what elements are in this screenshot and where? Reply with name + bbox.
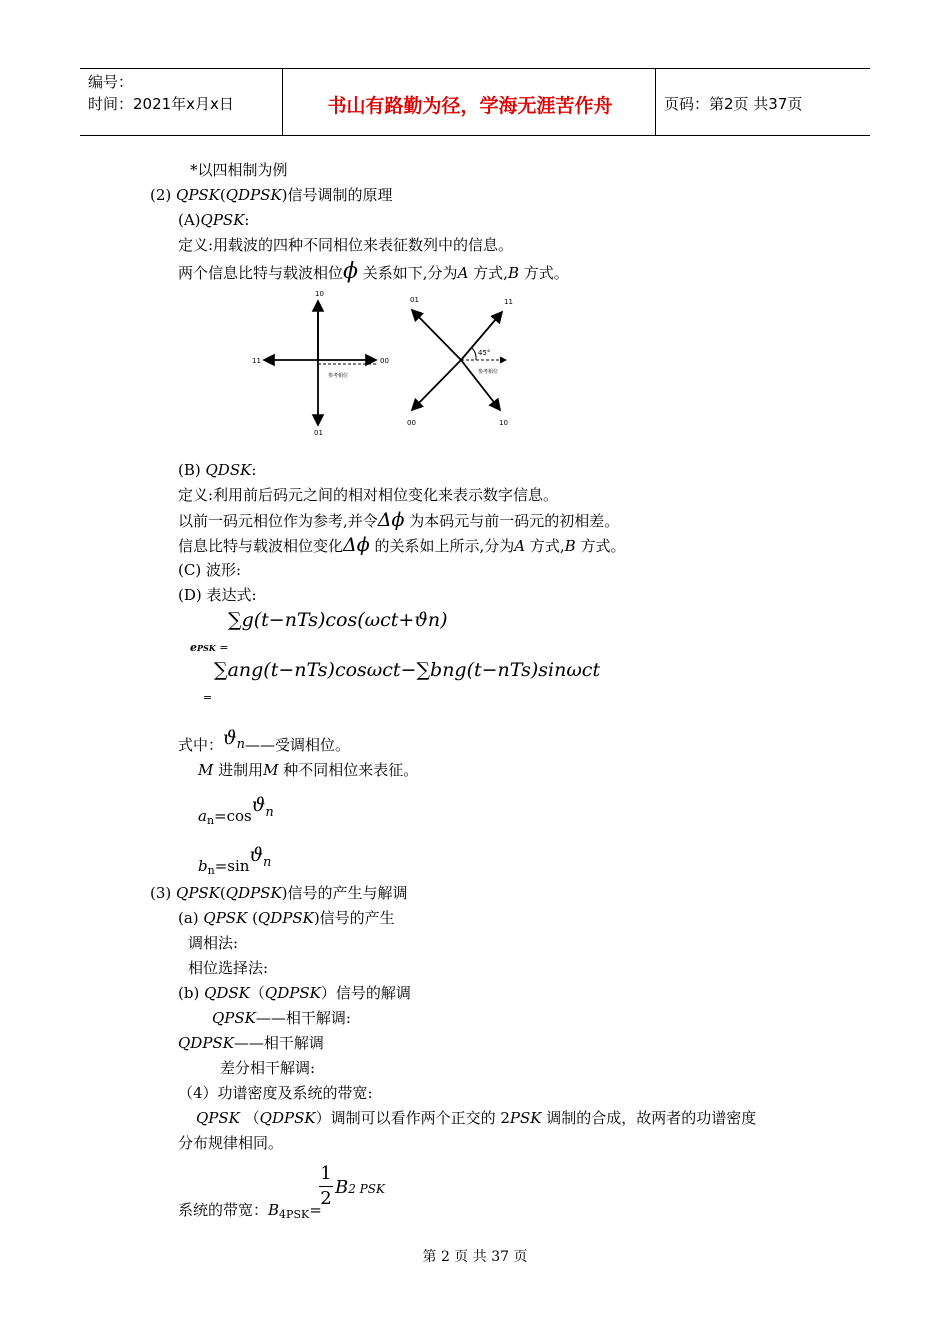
- text-line: QPSK （QDPSK）调制可以看作两个正交的 2PSK 调制的合成，故两者的功谱密度: [196, 1109, 757, 1127]
- text-line: 以前一码元相位作为参考,并令Δϕ 为本码元与前一码元的初相差。: [178, 509, 620, 531]
- label-01: 01: [410, 296, 419, 304]
- text-line: (D) 表达式:: [178, 586, 257, 604]
- label-00: 00: [407, 419, 416, 427]
- phase-constellation-diagram: [240, 285, 530, 440]
- formula-psk-line2: ∑ang(t−nTs)cosωct−∑bng(t−nTs)sinωct: [214, 659, 601, 681]
- text-line: 两个信息比特与载波相位ϕ 关系如下,分为A 方式,B 方式。: [178, 259, 569, 284]
- section-heading: （4）功谱密度及系统的带宽:: [178, 1084, 373, 1102]
- text-line: 定义:用载波的四种不同相位来表征数列中的信息。: [178, 236, 514, 254]
- subsection-heading: (A)QPSK:: [178, 211, 250, 229]
- text-line: M 进制用M 种不同相位来表征。: [198, 761, 419, 779]
- section-heading: (3) QPSK(QDPSK)信号的产生与解调: [150, 884, 408, 902]
- text-line: 定义:利用前后码元之间的相对相位变化来表示数字信息。: [178, 486, 559, 504]
- page-footer: 第 2 页 共 37 页: [422, 1249, 528, 1265]
- text-line: 相位选择法:: [188, 959, 269, 977]
- text-line: QPSK——相干解调:: [212, 1009, 351, 1027]
- text-line: 调相法:: [188, 934, 239, 952]
- subsection-heading: (a) QPSK (QDPSK)信号的产生: [178, 909, 395, 927]
- subsection-heading: (B) QDSK:: [178, 461, 257, 479]
- reference-phase-label: 参考相位: [478, 369, 499, 375]
- section-heading: (2) QPSK(QDPSK)信号调制的原理: [150, 186, 393, 204]
- formula-bn: $b_n=\sin ϑn$: [198, 844, 272, 877]
- header-divider: [655, 69, 656, 135]
- page-header: [80, 68, 870, 136]
- formula-equal-sign: =: [203, 691, 213, 704]
- label-10: 10: [315, 290, 324, 298]
- label-01: 01: [314, 429, 323, 437]
- header-meta: [88, 71, 283, 115]
- document-number-label: 编号：: [88, 73, 134, 91]
- reference-phase-label: 参考相位: [328, 373, 349, 379]
- header-page-info: 页码：第2页 共37页: [664, 95, 803, 113]
- text-line: 信息比特与载波相位变化Δϕ 的关系如上所示,分为A 方式,B 方式。: [178, 534, 626, 556]
- label-00: 00: [380, 357, 389, 365]
- label-10: 10: [499, 419, 508, 427]
- text-line: (C) 波形:: [178, 561, 242, 579]
- label-11: 11: [504, 298, 513, 306]
- formula-psk-line1: ∑g(t−nTs)cos(ωct+ϑn): [228, 609, 448, 631]
- formula-psk-label: ePSK =: [190, 641, 229, 654]
- angle-label: 45°: [478, 349, 491, 357]
- subsection-heading: (b) QDSK（QDPSK）信号的解调: [178, 984, 411, 1002]
- bandwidth-fraction: 1 2: [320, 1163, 332, 1209]
- label-11: 11: [252, 357, 261, 365]
- text-line: QDPSK——相干解调: [178, 1034, 324, 1052]
- header-divider: [282, 69, 283, 135]
- header-motto: 书山有路勤为径，学海无涯苦作舟: [327, 95, 613, 117]
- text-line: 系统的带宽：$B_{4PSK}=$: [178, 1201, 322, 1221]
- formula-b2psk: B2 PSK: [335, 1177, 385, 1198]
- document-date: 时间：2021年x月x日: [88, 95, 234, 113]
- text-line: 式中：ϑn——受调相位。: [178, 727, 350, 754]
- text-line: 差分相干解调:: [220, 1059, 316, 1077]
- text-line: *以四相制为例: [190, 161, 288, 179]
- text-line: 分布规律相同。: [178, 1134, 284, 1152]
- formula-an: $a_n=\cos ϑn$: [198, 794, 274, 827]
